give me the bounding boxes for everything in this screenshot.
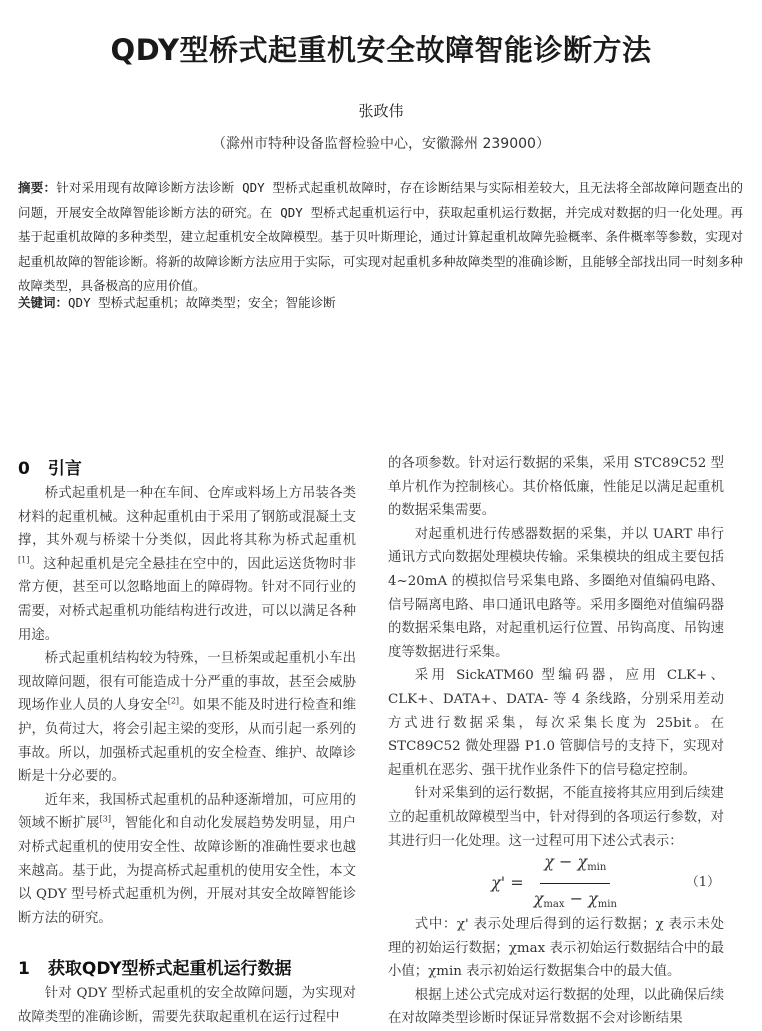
formula-fraction [530,850,621,916]
section-number: 1 [18,959,30,980]
abstract-label: 摘要： [18,180,57,195]
abstract-text: 针对采用现有故障诊断方法诊断 QDY 型桥式起重机故障时，存在诊断结果与实际相差较大，且无法将全部故障问题查出的问题，开展安全故障智能诊断方法的研究。在 QDY 型桥式起重机运行中，获取起重机运行数据，并完成对数据的归一化处理。再基于起重机故障的多种类型，建立起重机安全故障模型。基于贝叶斯理论，通过计算起重机故障先验概率、条件概率等参数，实现对起重机故障的智能诊断。将新的故障诊断方法应用于实际，可实现对起重机多种故障类型的准确诊断，且能够全部找出同一时刻多种故障类型，具备极高的应用价值。 [18,180,744,293]
paragraph: 采用 SickATM60 型编码器，应用 CLK+、CLK+、DATA+、DATA- 等 4 条线路，分别采用差动方式进行数据采集，每次采集长度为 25bit。在 STC89C52 微处理器 P1.0 管脚信号的支持下，实现对起重机在恶劣、强干扰作业条件下的信号稳定控制。 [388,668,724,778]
paragraph: 式中：χ' 表示处理后得到的运行数据；χ 表示未处理的初始运行数据；χmax 表示初始运行数据结合中的最小值；χmin 表示初始运行数据集合中的最大值。 [388,917,724,980]
section-heading-1 [18,956,356,982]
keywords [18,292,743,314]
equation-number: （1） [685,875,720,891]
keywords-text: QDY 型桥式起重机；故障类型；安全；智能诊断 [68,295,336,310]
citation[interactable]: [1] [18,555,30,565]
section-title: 获取QDY型桥式起重机运行数据 [47,959,292,980]
denominator-text: − χ [564,888,598,908]
normalization-formula [388,853,724,913]
paragraph-text: 近年来，我国桥式起重机的品种逐渐增加，可应用的领域不断扩展 [18,792,356,832]
formula-denominator [530,884,621,917]
paragraph [18,482,356,647]
subscript: min [587,862,607,873]
keywords-label: 关键词： [18,295,69,310]
right-column [388,452,724,1031]
citation[interactable]: [2] [167,696,180,706]
formula-numerator [540,850,610,884]
paragraph [18,789,356,931]
citation[interactable]: [3] [99,814,112,824]
author-name: 张政伟 [358,102,404,120]
paragraph-text: ，智能化和自动化发展趋势发明显，用户对桥式起重机的使用安全性、故障诊断的准确性要求也越来越高。基于此，为提高桥式起重机的使用安全性，本文以 QDY 型号桥式起重机为例，开展对其安全故障智能诊断方法的研究。 [18,816,357,926]
subscript: max [543,898,565,910]
section-title: 引言 [47,459,82,479]
paragraph: 根据上述公式完成对运行数据的处理，以此确保后续在对故障类型诊断时保证异常数据不会对诊断结果 [388,987,724,1027]
numerator-text: χ − χ [544,852,588,871]
paper-title: QDY型桥式起重机安全故障智能诊断方法 [110,33,652,67]
author-affiliation: （滁州市特种设备监督检验中心，安徽滁州 239000） [212,136,550,152]
section-number: 0 [18,459,30,479]
formula-lhs: χ' = [491,873,524,893]
paragraph: 针对采集到的运行数据，不能直接将其应用到后续建立的起重机故障模型当中，针对得到的各项运行参数，对其进行归一化处理。这一过程可用下述公式表示： [388,786,724,849]
subscript: min [597,898,617,910]
paragraph: 针对 QDY 型桥式起重机的安全故障问题，为实现对故障类型的准确诊断，需要先获取起重机在运行过程中 [18,986,356,1025]
denominator-text: χ [533,888,544,908]
paragraph-text: 桥式起重机结构较为特殊，一旦桥架或起重机小车出现故障问题，很有可能造成十分严重的事故，甚至会威胁现场作业人员的人身安全 [18,651,356,714]
left-column [18,456,356,1029]
paragraph [18,647,356,789]
abstract [18,176,743,299]
paragraph-text: 。如果不能及时进行检查和维护，负荷过大，将会引起主梁的变形，从而引起一系列的事故。所以，加强桥式起重机的安全检查、维护、故障诊断是十分必要的。 [18,698,357,785]
paragraph-text: 。这种起重机是完全悬挂在空中的，因此运送货物时非常方便，甚至可以忽略地面上的障碍物。针对不同行业的需要，对桥式起重机功能结构进行改进，可以以满足各种用途。 [18,556,356,643]
paragraph: 的各项参数。针对运行数据的采集，采用 STC89C52 型单片机作为控制核心。其价格低廉，性能足以满足起重机的数据采集需要。 [388,456,724,519]
section-heading-intro [18,456,356,482]
paragraph-text: 桥式起重机是一种在车间、仓库或料场上方吊装各类材料的起重机械。这种起重机由于采用了钢筋或混凝土支撑，其外观与桥梁十分类似，因此将其称为桥式起重机 [18,486,356,549]
paragraph: 对起重机进行传感器数据的采集，并以 UART 串行通讯方式向数据处理模块传输。采集模块的组成主要包括 4~20mA 的模拟信号采集电路、多圈绝对值编码电路、信号隔离电路、串口通讯电路等。采用多圈绝对值编码器的数据采集电路，对起重机运行位置、吊钩高度、吊钩速度等数据进行采集。 [388,526,724,660]
